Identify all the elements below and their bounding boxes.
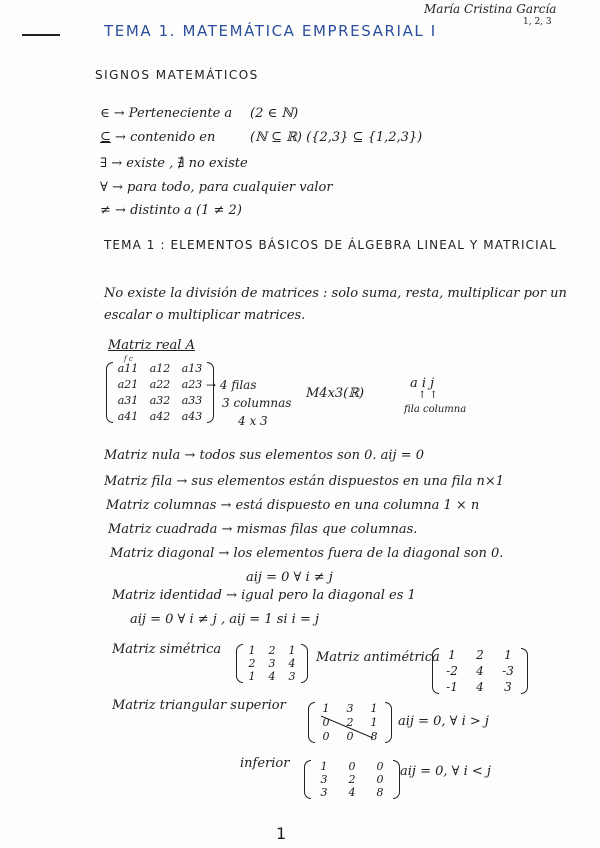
matrix-cell: 2 [346,716,354,729]
symbol-line: ∈ → Perteneciente a [100,106,233,121]
matrix-cell: 2 [248,657,256,670]
symbol-subset: ⊆ [100,130,111,145]
inferior-label: inferior [240,756,290,771]
def-fila: Matriz fila → sus elementos están dispuestos en una fila n×1 [104,474,504,489]
left-bracket [236,644,243,683]
matrix-cell: 1 [288,644,296,657]
matrix-grid [113,362,207,423]
matrix-cell: 1 [370,702,378,715]
matrix-cell: 4 [288,657,296,670]
matrix-cell: 1 [504,648,512,662]
right-bracket [207,362,214,423]
dim-desc: → 4 filas [206,378,257,392]
left-bracket [432,648,439,694]
intro-line: No existe la división de matrices : solo suma, resta, multiplicar por un [104,286,567,301]
matrix-cell: 3 [288,670,296,683]
matrix-cell: 0 [322,730,330,743]
matrix-cell: 2 [476,648,484,662]
author-name: María Cristina García [424,2,557,16]
matrix-cell: 3 [320,786,328,799]
superior-condition: aij = 0, ∀ i > j [398,714,489,729]
matrix-cell: 0 [348,760,356,773]
symbol-line: ∀ → para todo, para cualquier valor [100,180,333,195]
margin-dash [22,34,60,36]
page-number: 1 [276,824,287,843]
matrix-cell: 0 [322,716,330,729]
matrix-cell: 1 [248,644,256,657]
diagonal-stroke [319,712,375,742]
symbol-element-of: ∈ [100,106,110,121]
inferior-condition: aij = 0, ∀ i < j [400,764,491,779]
matrix-simetrica [236,644,308,683]
matrix-antisimetrica [432,648,528,694]
matrix-cell: a33 [181,394,203,407]
matrix-cell: 4 [268,670,276,683]
matrix-cell: a43 [181,410,203,423]
matrix-cell: a31 [117,394,139,407]
right-bracket [393,760,400,799]
matrix-cell: a32 [149,394,171,407]
symbol-line: ⊆ → contenido en [100,130,216,145]
matrix-grid [311,760,393,799]
intro-line: escalar o multiplicar matrices. [104,308,306,323]
left-bracket [304,760,311,799]
matrix-cell: 4 [476,664,484,678]
matrix-cell: 8 [370,730,378,743]
def-identidad-cond: aij = 0 ∀ i ≠ j , aij = 1 si i = j [130,612,320,627]
def-nula: Matriz nula → todos sus elementos son 0. aij = 0 [104,448,424,463]
aij-arrows: ↑ ↑ [418,390,438,401]
matrix-cell: 3 [268,657,276,670]
def-identidad: Matriz identidad → igual pero la diagonal es 1 [112,588,416,603]
fc-note: f c [124,355,133,363]
matrix-cell: 3 [320,773,328,786]
matrix-cell: -3 [502,664,514,678]
matrix-cell: 0 [376,760,384,773]
matrix-a [106,362,214,423]
symbol-not-equal: ≠ [100,203,111,218]
matrix-cell: 0 [376,773,384,786]
matriz-real-label: Matriz real A [108,338,195,353]
symbol-line: ∃ → existe , ∄ no existe [100,156,248,171]
symbol-for-all: ∀ [100,180,108,195]
def-cuadrada: Matriz cuadrada → mismas filas que columnas. [108,522,418,537]
matrix-cell: -2 [446,664,458,678]
matrix-cell: a21 [117,378,139,391]
def-diagonal-cond: aij = 0 ∀ i ≠ j [246,570,333,585]
matrix-cell: a23 [181,378,203,391]
def-columnas: Matriz columnas → está dispuesto en una columna 1 × n [106,498,480,513]
matrix-triangular-inferior [304,760,400,799]
left-bracket [106,362,113,423]
matrix-cell: a41 [117,410,139,423]
right-bracket [521,648,528,694]
matrix-cell: a22 [149,378,171,391]
matrix-cell: 2 [348,773,356,786]
matrix-cell: 0 [346,730,354,743]
matrix-cell: -1 [446,680,458,694]
matrix-cell: 4 [348,786,356,799]
matrix-cell: a42 [149,410,171,423]
triangular-label: Matriz triangular superior [112,698,286,713]
matrix-cell: 4 [476,680,484,694]
page-title: TEMA 1. MATEMÁTICA EMPRESARIAL I [104,22,437,40]
matrix-grid [315,702,385,743]
simetrica-label: Matriz simétrica [112,642,222,657]
dim-desc: 4 x 3 [238,414,268,428]
def-diagonal: Matriz diagonal → los elementos fuera de la diagonal son 0. [110,546,504,561]
symbol-example: (ℕ ⊆ ℝ) ({2,3} ⊆ {1,2,3}) [250,130,423,145]
matrix-cell: a11 [117,362,139,375]
matrix-cell: 2 [268,644,276,657]
matrix-cell: a13 [181,362,203,375]
right-bracket [385,702,392,743]
author-note: 1, 2, 3 [523,17,552,27]
matrix-cell: a12 [149,362,171,375]
aij-label: a i j [410,376,435,391]
matrix-cell: 8 [376,786,384,799]
left-bracket [308,702,315,743]
matrix-cell: 3 [504,680,512,694]
section-heading-tema: TEMA 1 : ELEMENTOS BÁSICOS DE ÁLGEBRA LINEAL Y MATRICIAL [104,238,557,252]
symbol-line: ≠ → distinto a (1 ≠ 2) [100,203,242,218]
matrix-cell: 1 [448,648,456,662]
matrix-cell: 1 [320,760,328,773]
matrix-cell: 1 [248,670,256,683]
right-bracket [301,644,308,683]
matrix-grid [439,648,521,694]
antisimetrica-label: Matriz antimétrica [316,650,440,665]
matrix-notation: M4x3(ℝ) [306,386,365,401]
section-heading-signos: SIGNOS MATEMÁTICOS [95,68,259,82]
symbol-exists: ∃ [100,156,108,171]
matrix-cell: 1 [322,702,330,715]
symbol-example: (2 ∈ ℕ) [250,106,299,121]
aij-sublabels: fila columna [404,404,467,415]
matrix-cell: 3 [346,702,354,715]
matrix-grid [243,644,301,683]
dim-desc: 3 columnas [222,396,292,410]
matrix-cell: 1 [370,716,378,729]
matrix-triangular-superior [308,702,392,743]
